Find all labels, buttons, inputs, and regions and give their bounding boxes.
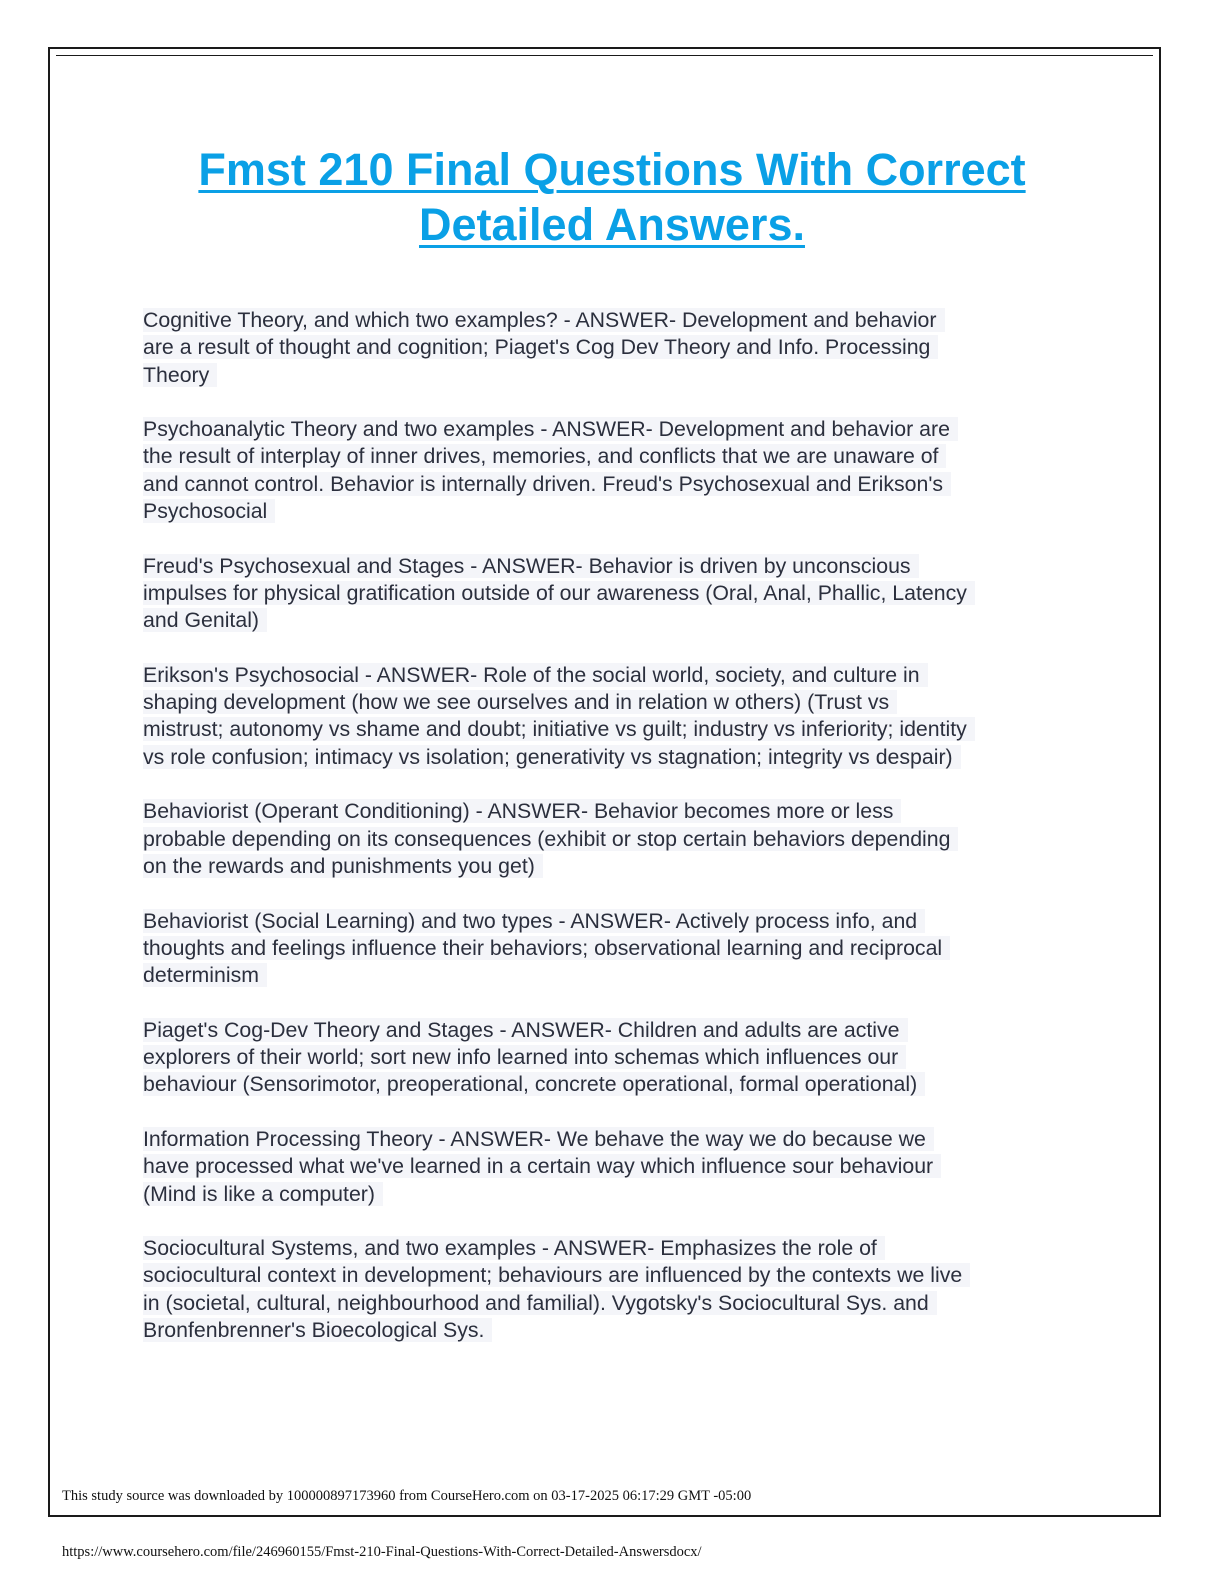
qa-item	[143, 307, 1078, 389]
qa-line	[143, 553, 1078, 580]
qa-line	[143, 443, 1078, 470]
qa-line-text: Psychoanalytic Theory and two examples - ANSWER- Development and behavior are	[143, 417, 958, 441]
qa-line	[143, 908, 1078, 935]
qa-item	[143, 1235, 1078, 1344]
document-title	[0, 142, 1224, 252]
qa-line-text: sociocultural context in development; behaviours are influenced by the contexts we live	[143, 1263, 970, 1287]
qa-line-text: and cannot control. Behavior is internally driven. Freud's Psychosexual and Erikson's	[143, 472, 951, 496]
qa-line	[143, 416, 1078, 443]
qa-line-text: have processed what we've learned in a certain way which influence sour behaviour	[143, 1154, 941, 1178]
qa-line-text: Information Processing Theory - ANSWER- We behave the way we do because we	[143, 1127, 934, 1151]
qa-line-text: Piaget's Cog-Dev Theory and Stages - ANSWER- Children and adults are active	[143, 1018, 908, 1042]
qa-line-text: Erikson's Psychosocial - ANSWER- Role of the social world, society, and culture in	[143, 663, 928, 687]
qa-line-text: Psychosocial	[143, 499, 275, 523]
qa-line-text: vs role confusion; intimacy vs isolation; generativity vs stagnation; integrity vs despair)	[143, 745, 961, 769]
qa-line	[143, 307, 1078, 334]
qa-line-text: mistrust; autonomy vs shame and doubt; initiative vs guilt; industry vs inferiority; identity	[143, 717, 975, 741]
qa-list	[143, 307, 1078, 1372]
qa-item	[143, 1017, 1078, 1099]
qa-item	[143, 908, 1078, 990]
qa-line	[143, 826, 1078, 853]
qa-line	[143, 1262, 1078, 1289]
qa-line-text: the result of interplay of inner drives, memories, and conflicts that we are unaware of	[143, 444, 946, 468]
qa-line	[143, 362, 1078, 389]
qa-line-text: thoughts and feelings influence their behaviors; observational learning and reciprocal	[143, 936, 950, 960]
qa-line	[143, 1153, 1078, 1180]
qa-line-text: Freud's Psychosexual and Stages - ANSWER- Behavior is driven by unconscious	[143, 554, 919, 578]
qa-line	[143, 1317, 1078, 1344]
qa-line-text: shaping development (how we see ourselves and in relation w others) (Trust vs	[143, 690, 897, 714]
qa-line-text: Cognitive Theory, and which two examples? - ANSWER- Development and behavior	[143, 308, 945, 332]
qa-line-text: in (societal, cultural, neighbourhood and familial). Vygotsky's Sociocultural Sys. and	[143, 1291, 937, 1315]
qa-line-text: probable depending on its consequences (exhibit or stop certain behaviors depending	[143, 827, 958, 851]
qa-line	[143, 471, 1078, 498]
qa-line	[143, 1181, 1078, 1208]
top-rule	[56, 55, 1153, 56]
qa-line	[143, 1071, 1078, 1098]
qa-line	[143, 580, 1078, 607]
qa-line	[143, 689, 1078, 716]
qa-line	[143, 1044, 1078, 1071]
qa-line-text: are a result of thought and cognition; Piaget's Cog Dev Theory and Info. Processing	[143, 335, 938, 359]
qa-line	[143, 1017, 1078, 1044]
qa-item	[143, 416, 1078, 525]
qa-line-text: Theory	[143, 363, 217, 387]
qa-line-text: Sociocultural Systems, and two examples - ANSWER- Emphasizes the role of	[143, 1236, 885, 1260]
qa-line-text: (Mind is like a computer)	[143, 1182, 383, 1206]
qa-line-text: determinism	[143, 963, 267, 987]
document-title-line-1: Fmst 210 Final Questions With Correct	[198, 144, 1026, 195]
qa-line	[143, 744, 1078, 771]
qa-line-text: Behaviorist (Operant Conditioning) - ANSWER- Behavior becomes more or less	[143, 799, 901, 823]
qa-line	[143, 935, 1078, 962]
qa-line	[143, 962, 1078, 989]
qa-line	[143, 334, 1078, 361]
qa-line	[143, 1235, 1078, 1262]
source-url: https://www.coursehero.com/file/246960155/Fmst-210-Final-Questions-With-Correct-Detailed-Answersdocx/	[62, 1544, 702, 1560]
qa-line	[143, 798, 1078, 825]
qa-item	[143, 1126, 1078, 1208]
document-title-line-2: Detailed Answers.	[419, 199, 805, 250]
qa-line	[143, 662, 1078, 689]
qa-line-text: and Genital)	[143, 608, 267, 632]
qa-line-text: impulses for physical gratification outside of our awareness (Oral, Anal, Phallic, Latency	[143, 581, 975, 605]
qa-line-text: behaviour (Sensorimotor, preoperational, concrete operational, formal operational)	[143, 1072, 925, 1096]
qa-line-text: Behaviorist (Social Learning) and two types - ANSWER- Actively process info, and	[143, 909, 925, 933]
qa-line-text: on the rewards and punishments you get)	[143, 854, 543, 878]
qa-line	[143, 498, 1078, 525]
qa-line	[143, 1126, 1078, 1153]
qa-line-text: Bronfenbrenner's Bioecological Sys.	[143, 1318, 492, 1342]
qa-line-text: explorers of their world; sort new info learned into schemas which influences our	[143, 1045, 906, 1069]
qa-line	[143, 716, 1078, 743]
download-notice: This study source was downloaded by 100000897173960 from CourseHero.com on 03-17-2025 06:17:29 GMT -05:00	[62, 1488, 752, 1504]
qa-line	[143, 1290, 1078, 1317]
qa-item	[143, 662, 1078, 771]
qa-item	[143, 798, 1078, 880]
qa-line	[143, 853, 1078, 880]
qa-line	[143, 607, 1078, 634]
qa-item	[143, 553, 1078, 635]
